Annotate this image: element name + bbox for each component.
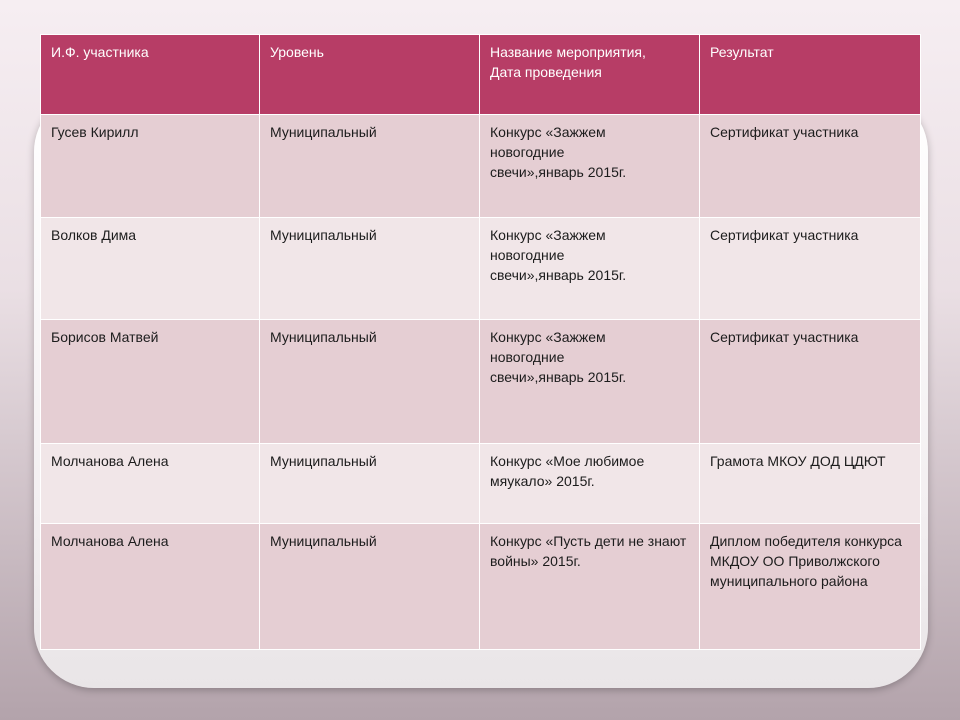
table-row: [41, 115, 921, 218]
header-level: Уровень: [260, 35, 480, 115]
cell-event: Конкурс «Мое любимое мяукало» 2015г.: [480, 444, 700, 524]
cell-participant: Волков Дима: [41, 218, 260, 320]
cell-level: Муниципальный: [260, 524, 480, 650]
cell-level: Муниципальный: [260, 218, 480, 320]
cell-result: Диплом победителя конкурса МКДОУ ОО Приволжского муниципального района: [700, 524, 921, 650]
table-row: [41, 444, 921, 524]
cell-event: Конкурс «Зажжем новогодние свечи»,январь 2015г.: [480, 115, 700, 218]
cell-result: Грамота МКОУ ДОД ЦДЮТ: [700, 444, 921, 524]
cell-event: Конкурс «Пусть дети не знают войны» 2015г.: [480, 524, 700, 650]
header-participant: И.Ф. участника: [41, 35, 260, 115]
cell-result: Сертификат участника: [700, 320, 921, 444]
cell-level: Муниципальный: [260, 320, 480, 444]
header-event: [480, 35, 700, 115]
cell-participant: Борисов Матвей: [41, 320, 260, 444]
cell-result: Сертификат участника: [700, 115, 921, 218]
cell-level: Муниципальный: [260, 444, 480, 524]
cell-level: Муниципальный: [260, 115, 480, 218]
cell-participant: Гусев Кирилл: [41, 115, 260, 218]
cell-participant: Молчанова Алена: [41, 444, 260, 524]
cell-participant: Молчанова Алена: [41, 524, 260, 650]
table-header-row: [41, 35, 921, 115]
cell-result: Сертификат участника: [700, 218, 921, 320]
participants-results-table: [40, 34, 921, 650]
header-result: Результат: [700, 35, 921, 115]
cell-event: Конкурс «Зажжем новогодние свечи»,январь 2015г.: [480, 218, 700, 320]
header-event-text: Название мероприятия, Дата проведения: [490, 44, 646, 80]
table-row: [41, 524, 921, 650]
table-row: [41, 218, 921, 320]
table-row: [41, 320, 921, 444]
cell-event: Конкурс «Зажжем новогодние свечи»,январь 2015г.: [480, 320, 700, 444]
